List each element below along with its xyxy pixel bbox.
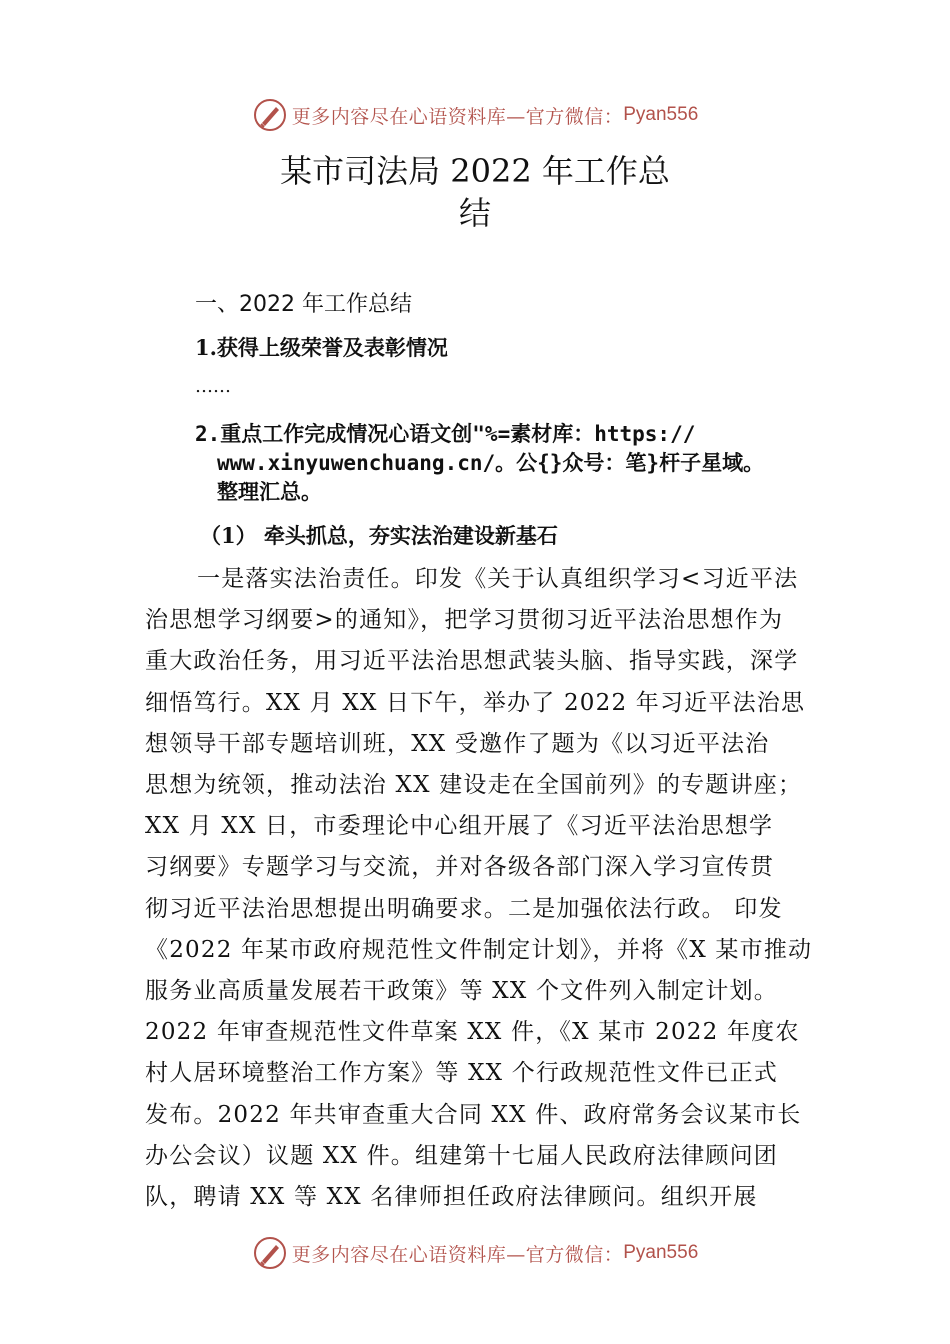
body-line: 习纲要》专题学习与交流，并对各级各部门深入学习宣传贯 xyxy=(145,854,775,881)
document-title xyxy=(150,150,800,234)
body-line: 思想为统领，推动法治 XX 建设走在全国前列》的专题讲座； xyxy=(145,772,803,799)
body-line: 队，聘请 XX 等 XX 名律师担任政府法律顾问。组织开展 xyxy=(145,1184,758,1211)
banner-wechat-id: Pyan556 xyxy=(623,104,699,125)
body-line: 治思想学习纲要>的通知》，把学习贯彻习近平法治思想作为 xyxy=(145,607,784,634)
body-line: 办公会议）议题 XX 件。组建第十七届人民政府法律顾问团 xyxy=(145,1142,778,1169)
body-line: XX 月 XX 日，市委理论中心组开展了《习近平法治思想学 xyxy=(145,813,774,840)
body-paragraph xyxy=(145,559,825,1218)
title-line-2: 结 xyxy=(458,194,491,232)
header-watermark-banner xyxy=(0,95,950,135)
banner-text: 更多内容尽在心语资料库—官方微信： xyxy=(291,1243,624,1266)
body-line: 想领导干部专题培训班，XX 受邀作了题为《以习近平法治 xyxy=(145,730,770,757)
ellipsis: …… xyxy=(195,376,231,397)
subheading: （1） 牵头抓总，夯实法治建设新基石 xyxy=(200,523,558,548)
item-2-line-1: 2.重点工作完成情况心语文创"%=素材库：https:// xyxy=(195,422,696,446)
body-line: 重大政治任务，用习近平法治思想武装头脑、指导实践，深学 xyxy=(145,648,799,675)
body-line: 细悟笃行。XX 月 XX 日下午，举办了 2022 年习近平法治思 xyxy=(145,689,806,716)
body-line: 一是落实法治责任。印发《关于认真组织学习<习近平法 xyxy=(197,566,799,592)
body-line: 彻习近平法治思想提出明确要求。二是加强依法行政。 印发 xyxy=(145,895,783,922)
title-line-1: 某市司法局 2022 年工作总 xyxy=(280,152,670,190)
body-line: 发布。2022 年共审查重大合同 XX 件、政府常务会议某市长 xyxy=(145,1101,802,1128)
pen-logo-icon xyxy=(252,1235,288,1271)
item-2-heading xyxy=(195,420,835,507)
item-1-heading: 1.获得上级荣誉及表彰情况 xyxy=(195,335,448,360)
banner-text: 更多内容尽在心语资料库—官方微信： xyxy=(291,105,624,128)
footer-watermark-banner xyxy=(0,1233,950,1273)
item-2-line-2: www.xinyuwenchuang.cn/。公{}众号：笔}杆子星域。 xyxy=(217,451,765,475)
item-2-line-3: 整理汇总。 xyxy=(217,480,322,504)
body-line: 村人居环境整治工作方案》等 XX 个行政规范性文件已正式 xyxy=(145,1060,778,1087)
section-heading: 一、2022 年工作总结 xyxy=(195,292,412,317)
body-line: 《2022 年某市政府规范性文件制定计划》，并将《X 某市推动 xyxy=(145,936,813,963)
pen-logo-icon xyxy=(252,97,288,133)
body-line: 2022 年审查规范性文件草案 XX 件，《X 某市 2022 年度农 xyxy=(145,1019,800,1046)
banner-wechat-id: Pyan556 xyxy=(623,1242,699,1263)
body-line: 服务业高质量发展若干政策》等 XX 个文件列入制定计划。 xyxy=(145,978,778,1005)
